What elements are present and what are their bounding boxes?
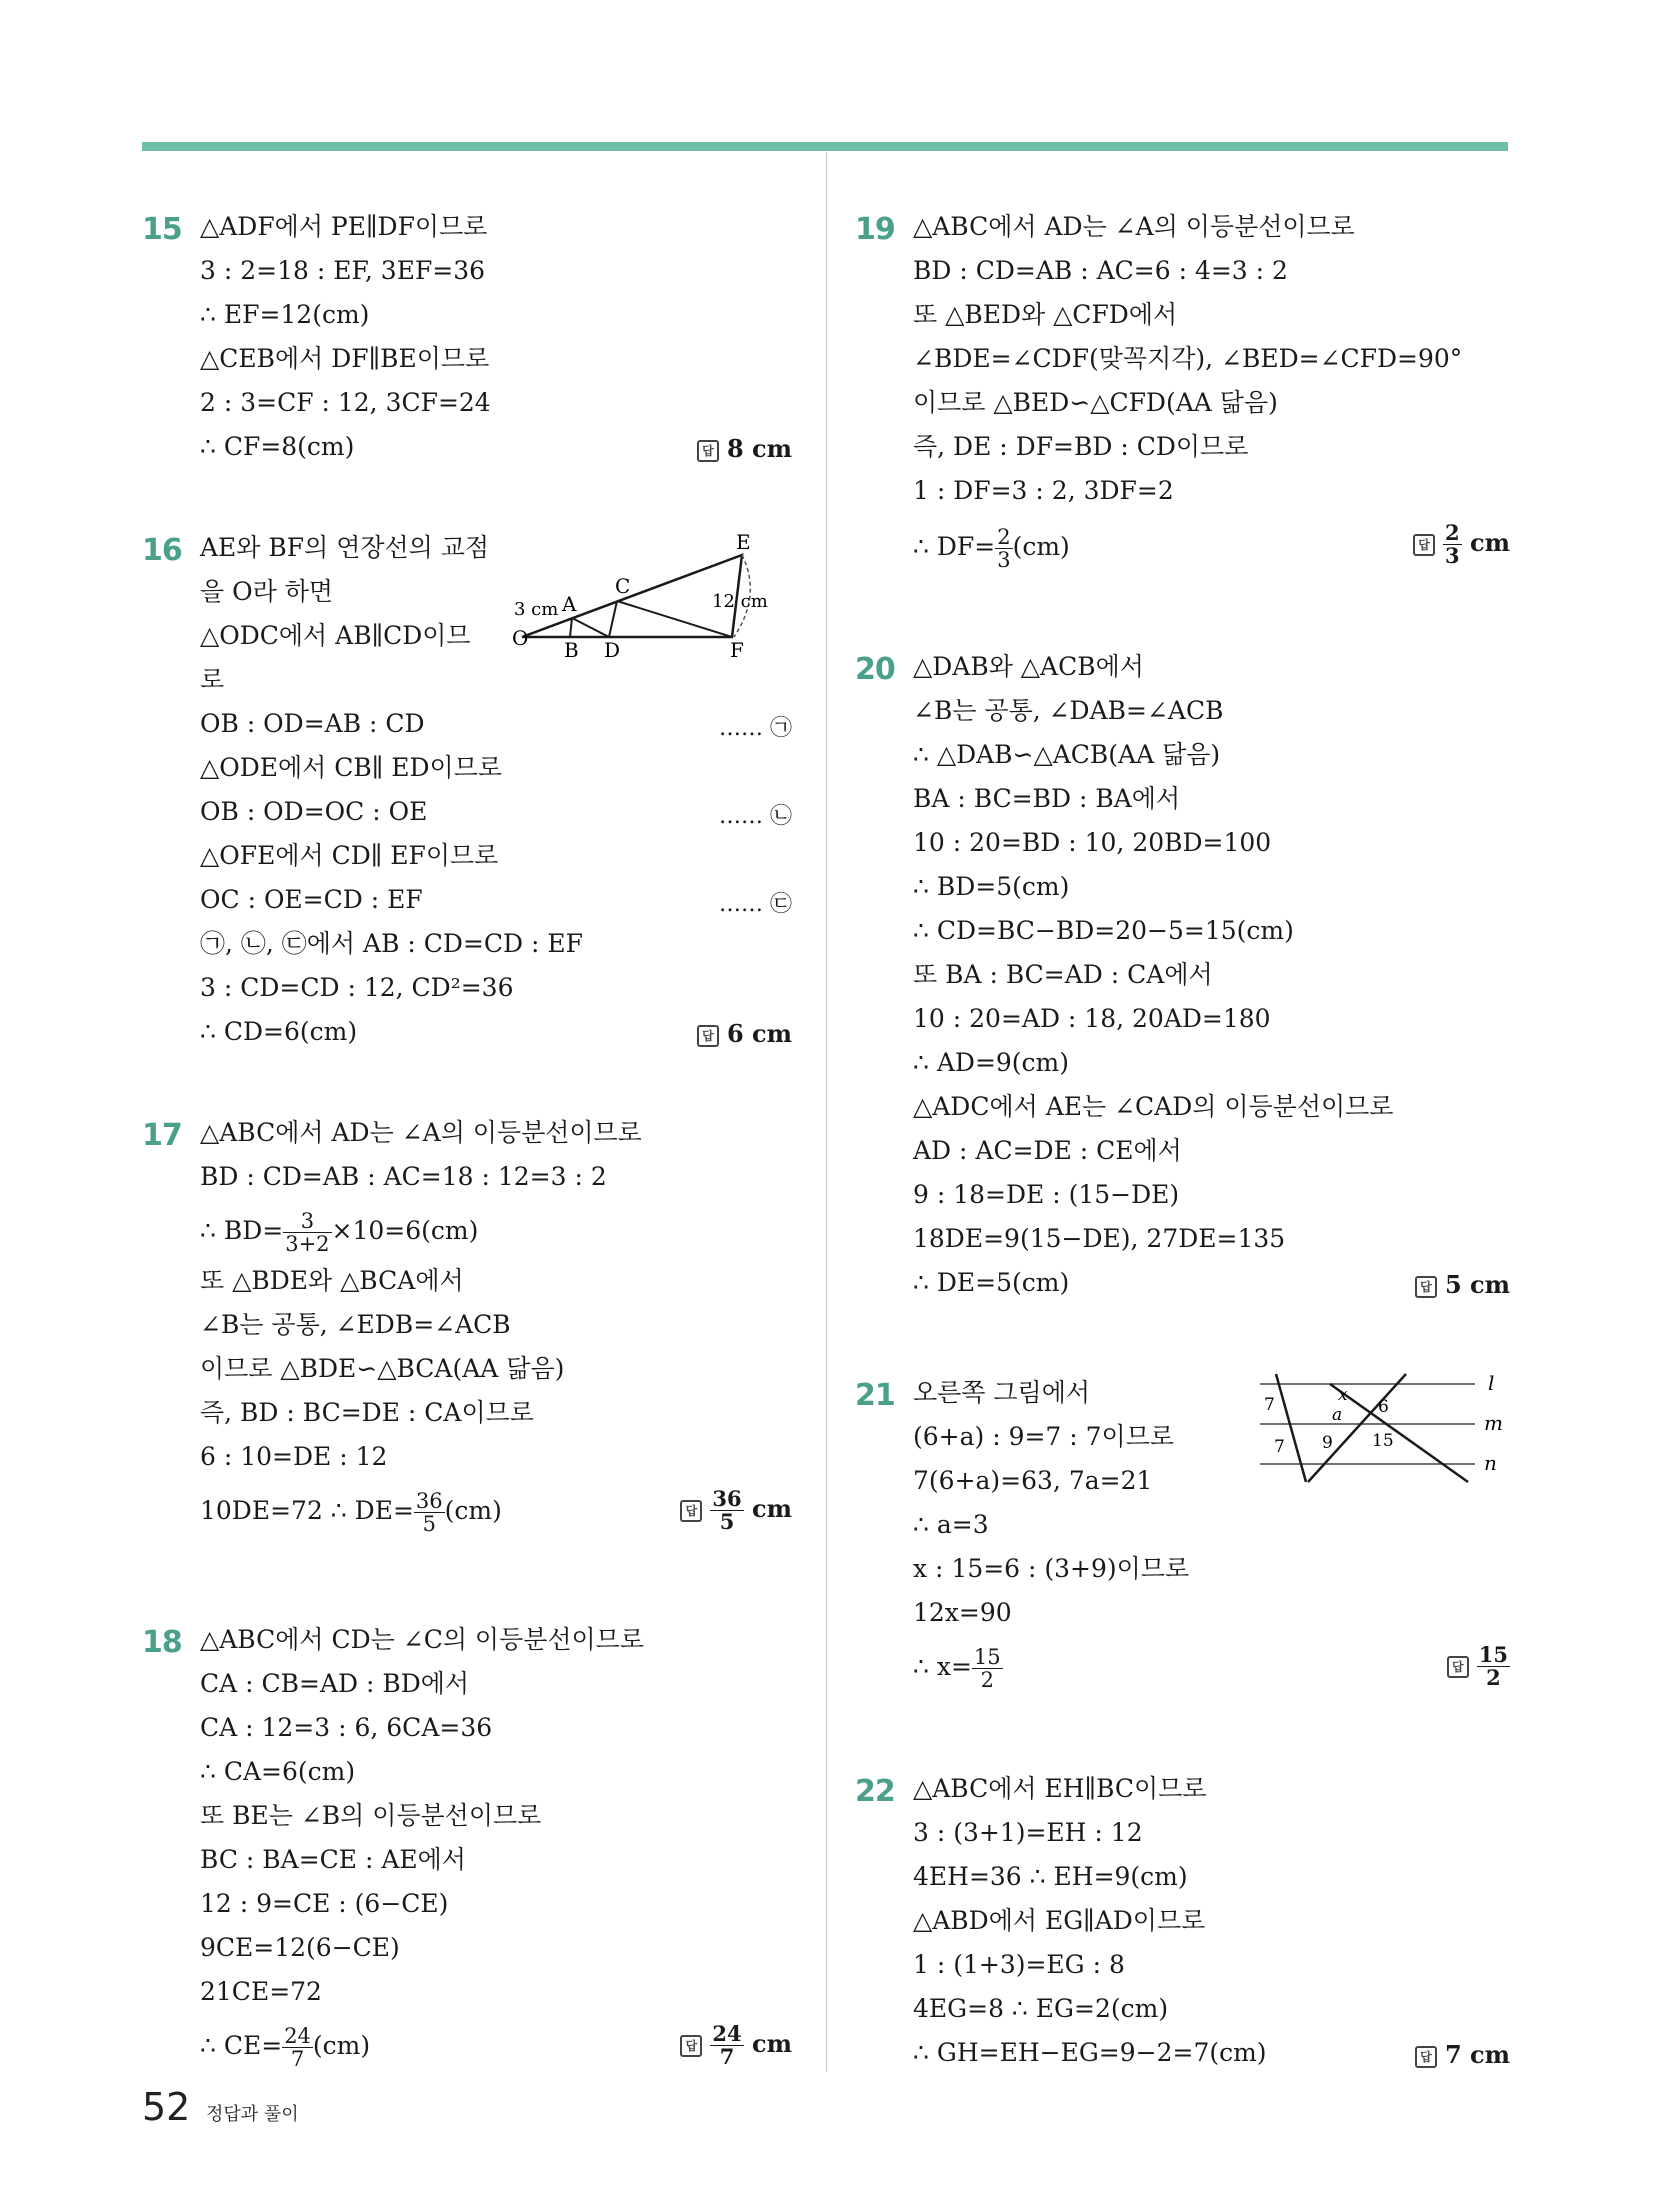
solution-line: ∴ BD=5(cm) <box>913 872 1070 901</box>
label-a: A <box>562 592 577 616</box>
answer-fraction: $\frac{24}{7}$ <box>712 2021 742 2069</box>
solution-line: 10 : 20=BD : 10, 20BD=100 <box>913 828 1272 857</box>
problem-number: 18 <box>142 1625 182 1660</box>
fraction: $\frac{15}{2}$ <box>973 1645 1001 1692</box>
solution-line: ∠B는 공통, ∠DAB=∠ACB <box>913 696 1224 725</box>
fraction: $\frac{24}{7}$ <box>284 2024 311 2071</box>
label-l: l <box>1488 1371 1495 1395</box>
solution-line: 3 : (3+1)=EH : 12 <box>913 1818 1143 1847</box>
label-7-top: 7 <box>1264 1395 1275 1415</box>
parallel-lines-figure <box>1250 1366 1510 1496</box>
solution-line: ∴ EF=12(cm) <box>200 300 370 329</box>
answer-fraction: $\frac{15}{2}$ <box>1478 1642 1508 1690</box>
solution-line: 이므로 △BED∽△CFD(AA 닮음) <box>913 388 1278 417</box>
problem-number: 17 <box>142 1118 182 1153</box>
label-12cm: 12 cm <box>712 591 768 612</box>
answer-icon: 답 <box>1415 1276 1437 1298</box>
solution-line: 또 △BDE와 △BCA에서 <box>200 1266 464 1295</box>
solution-line: ∴ DF= $\frac{2}{3}$ (cm) <box>913 525 1070 572</box>
solution-line: OB : OD=AB : CD <box>200 709 425 738</box>
problem-number: 16 <box>142 533 182 568</box>
label-e: E <box>736 530 751 554</box>
label-o: O <box>512 626 529 650</box>
solution-line: △ABD에서 EG∥AD이므로 <box>913 1906 1206 1935</box>
solution-line: ∴ DE=5(cm) <box>913 1268 1070 1297</box>
solution-line: AE와 BF의 연장선의 교점 <box>200 533 490 562</box>
fraction: $\frac{36}{5}$ <box>415 1489 443 1536</box>
answer-fraction: $\frac{2}{3}$ <box>1445 520 1460 568</box>
marker: …… ㉢ <box>719 892 792 917</box>
solution-line: ∴ AD=9(cm) <box>913 1048 1070 1077</box>
solution-line: x : 15=6 : (3+9)이므로 <box>913 1554 1190 1583</box>
label-c: C <box>615 574 631 598</box>
column-divider <box>826 152 827 2072</box>
solution-line: ∴ CF=8(cm) <box>200 432 355 461</box>
solution-line: △DAB와 △ACB에서 <box>913 652 1144 681</box>
marker: …… ㉡ <box>719 804 792 829</box>
solution-line: 4EH=36 ∴ EH=9(cm) <box>913 1862 1188 1891</box>
solution-line: ∴ BD= $\frac{3}{3+2}$ ×10=6(cm) <box>200 1209 479 1256</box>
solution-line: 9 : 18=DE : (15−DE) <box>913 1180 1180 1209</box>
solution-line: 3 : 2=18 : EF, 3EF=36 <box>200 256 486 285</box>
solution-line: 9CE=12(6−CE) <box>200 1933 400 1962</box>
solution-line: △ADC에서 AE는 ∠CAD의 이등분선이므로 <box>913 1092 1394 1121</box>
solution-line: ∴ CE= $\frac{24}{7}$ (cm) <box>200 2024 371 2071</box>
solution-line: OC : OE=CD : EF <box>200 885 423 914</box>
solution-line: BA : BC=BD : BA에서 <box>913 784 1181 813</box>
solution-line: ∴ △DAB∽△ACB(AA 닮음) <box>913 740 1221 769</box>
problem-number: 19 <box>855 212 895 247</box>
solution-line: 로 <box>200 665 225 694</box>
solution-line: BD : CD=AB : AC=18 : 12=3 : 2 <box>200 1162 607 1191</box>
answer-icon: 답 <box>1415 2046 1437 2068</box>
label-15: 15 <box>1372 1431 1394 1451</box>
solution-line: (6+a) : 9=7 : 7이므로 <box>913 1422 1175 1451</box>
top-accent-bar <box>142 142 1508 151</box>
problem-number: 22 <box>855 1774 895 1809</box>
solution-line: 10 : 20=AD : 18, 20AD=180 <box>913 1004 1271 1033</box>
solution-line: 오른쪽 그림에서 <box>913 1378 1090 1407</box>
solution-line: 즉, DE : DF=BD : CD이므로 <box>913 432 1249 461</box>
solution-line: ∠B는 공통, ∠EDB=∠ACB <box>200 1310 511 1339</box>
answer-icon: 답 <box>697 440 719 462</box>
problem-number: 21 <box>855 1378 895 1413</box>
solution-line: △ODC에서 AB∥CD이므 <box>200 621 471 650</box>
label-b: B <box>564 638 579 662</box>
solution-line: ∴ CD=6(cm) <box>200 1017 358 1046</box>
solution-line: 즉, BD : BC=DE : CA이므로 <box>200 1398 534 1427</box>
label-f: F <box>730 638 744 662</box>
trapezoid-figure <box>512 525 772 665</box>
answer: 답 $\frac{36}{5}$ cm <box>680 1488 792 1533</box>
label-a: a <box>1332 1405 1343 1425</box>
solution-line: 또 BE는 ∠B의 이등분선이므로 <box>200 1801 542 1830</box>
solution-line: ㉠, ㉡, ㉢에서 AB : CD=CD : EF <box>200 929 583 958</box>
solution-line: △ABC에서 EH∥BC이므로 <box>913 1774 1207 1803</box>
problem-number: 15 <box>142 212 182 247</box>
solution-line: 2 : 3=CF : 12, 3CF=24 <box>200 388 491 417</box>
solution-line: ∴ CA=6(cm) <box>200 1757 356 1786</box>
answer-icon: 답 <box>1447 1656 1469 1678</box>
solution-line: △ABC에서 AD는 ∠A의 이등분선이므로 <box>200 1118 642 1147</box>
answer <box>1447 1644 1510 1689</box>
label-n: n <box>1484 1451 1497 1475</box>
solution-line: 또 △BED와 △CFD에서 <box>913 300 1178 329</box>
problem-number: 20 <box>855 652 895 687</box>
solution-line: ∴ CD=BC−BD=20−5=15(cm) <box>913 916 1294 945</box>
solution-line: 또 BA : BC=AD : CA에서 <box>913 960 1213 989</box>
solution-line: 1 : DF=3 : 2, 3DF=2 <box>913 476 1174 505</box>
answer-icon: 답 <box>680 2035 702 2057</box>
solution-line: △ODE에서 CB∥ ED이므로 <box>200 753 503 782</box>
answer-icon: 답 <box>697 1025 719 1047</box>
answer <box>697 434 792 463</box>
answer-fraction: $\frac{36}{5}$ <box>712 1486 742 1534</box>
answer-icon: 답 <box>1413 534 1435 556</box>
label-m: m <box>1484 1411 1503 1435</box>
solution-line: △ABC에서 CD는 ∠C의 이등분선이므로 <box>200 1625 644 1654</box>
marker: …… ㉠ <box>719 716 792 741</box>
answer-value: 8 cm <box>726 434 792 463</box>
solution-line: 1 : (1+3)=EG : 8 <box>913 1950 1125 1979</box>
answer-value: 5 cm <box>1444 1270 1510 1299</box>
solution-line: 을 O라 하면 <box>200 577 333 606</box>
label-d: D <box>604 638 621 662</box>
solution-line: 10DE=72 ∴ DE= $\frac{36}{5}$ (cm) <box>200 1489 502 1536</box>
solution-line: △OFE에서 CD∥ EF이므로 <box>200 841 499 870</box>
solution-line: BD : CD=AB : AC=6 : 4=3 : 2 <box>913 256 1288 285</box>
footer-title: 정답과 풀이 <box>206 2104 299 2125</box>
answer <box>1415 1270 1510 1299</box>
solution-line: 3 : CD=CD : 12, CD²=36 <box>200 973 514 1002</box>
solution-line: BC : BA=CE : AE에서 <box>200 1845 466 1874</box>
answer-icon: 답 <box>680 1500 702 1522</box>
label-3cm: 3 cm <box>514 599 559 620</box>
answer <box>697 1019 792 1048</box>
solution-line: 6 : 10=DE : 12 <box>200 1442 388 1471</box>
solution-line: ∴ a=3 <box>913 1510 989 1539</box>
solution-line: △ADF에서 PE∥DF이므로 <box>200 212 488 241</box>
answer: 답 $\frac{24}{7}$ cm <box>680 2023 792 2068</box>
solution-line: 7(6+a)=63, 7a=21 <box>913 1466 1153 1495</box>
solution-line: 4EG=8 ∴ EG=2(cm) <box>913 1994 1169 2023</box>
solution-line: AD : AC=DE : CE에서 <box>913 1136 1182 1165</box>
solution-line: 18DE=9(15−DE), 27DE=135 <box>913 1224 1286 1253</box>
solution-line: CA : CB=AD : BD에서 <box>200 1669 470 1698</box>
solution-line: △ABC에서 AD는 ∠A의 이등분선이므로 <box>913 212 1355 241</box>
solution-line: ∴ x= $\frac{15}{2}$ <box>913 1645 1001 1692</box>
solution-line: OB : OD=OC : OE <box>200 797 428 826</box>
solution-line: 12 : 9=CE : (6−CE) <box>200 1889 449 1918</box>
label-x: x <box>1338 1385 1348 1405</box>
answer: 답 $\frac{2}{3}$ cm <box>1413 522 1510 567</box>
page-number: 52 <box>142 2085 191 2129</box>
answer-value: 6 cm <box>726 1019 792 1048</box>
solution-line: CA : 12=3 : 6, 6CA=36 <box>200 1713 493 1742</box>
answer-value: 7 cm <box>1444 2040 1510 2069</box>
solution-line: ∴ GH=EH−EG=9−2=7(cm) <box>913 2038 1267 2067</box>
label-9: 9 <box>1322 1433 1333 1453</box>
fraction: $\frac{2}{3}$ <box>997 525 1011 572</box>
label-6: 6 <box>1378 1397 1389 1417</box>
solution-line: 12x=90 <box>913 1598 1012 1627</box>
fraction: $\frac{3}{3+2}$ <box>285 1209 330 1256</box>
solution-line: 이므로 △BDE∽△BCA(AA 닮음) <box>200 1354 565 1383</box>
solution-line: △CEB에서 DF∥BE이므로 <box>200 344 490 373</box>
solution-line: ∠BDE=∠CDF(맞꼭지각), ∠BED=∠CFD=90° <box>913 344 1463 373</box>
solution-line: 21CE=72 <box>200 1977 322 2006</box>
label-7-bottom: 7 <box>1274 1437 1285 1457</box>
answer <box>1415 2040 1510 2069</box>
